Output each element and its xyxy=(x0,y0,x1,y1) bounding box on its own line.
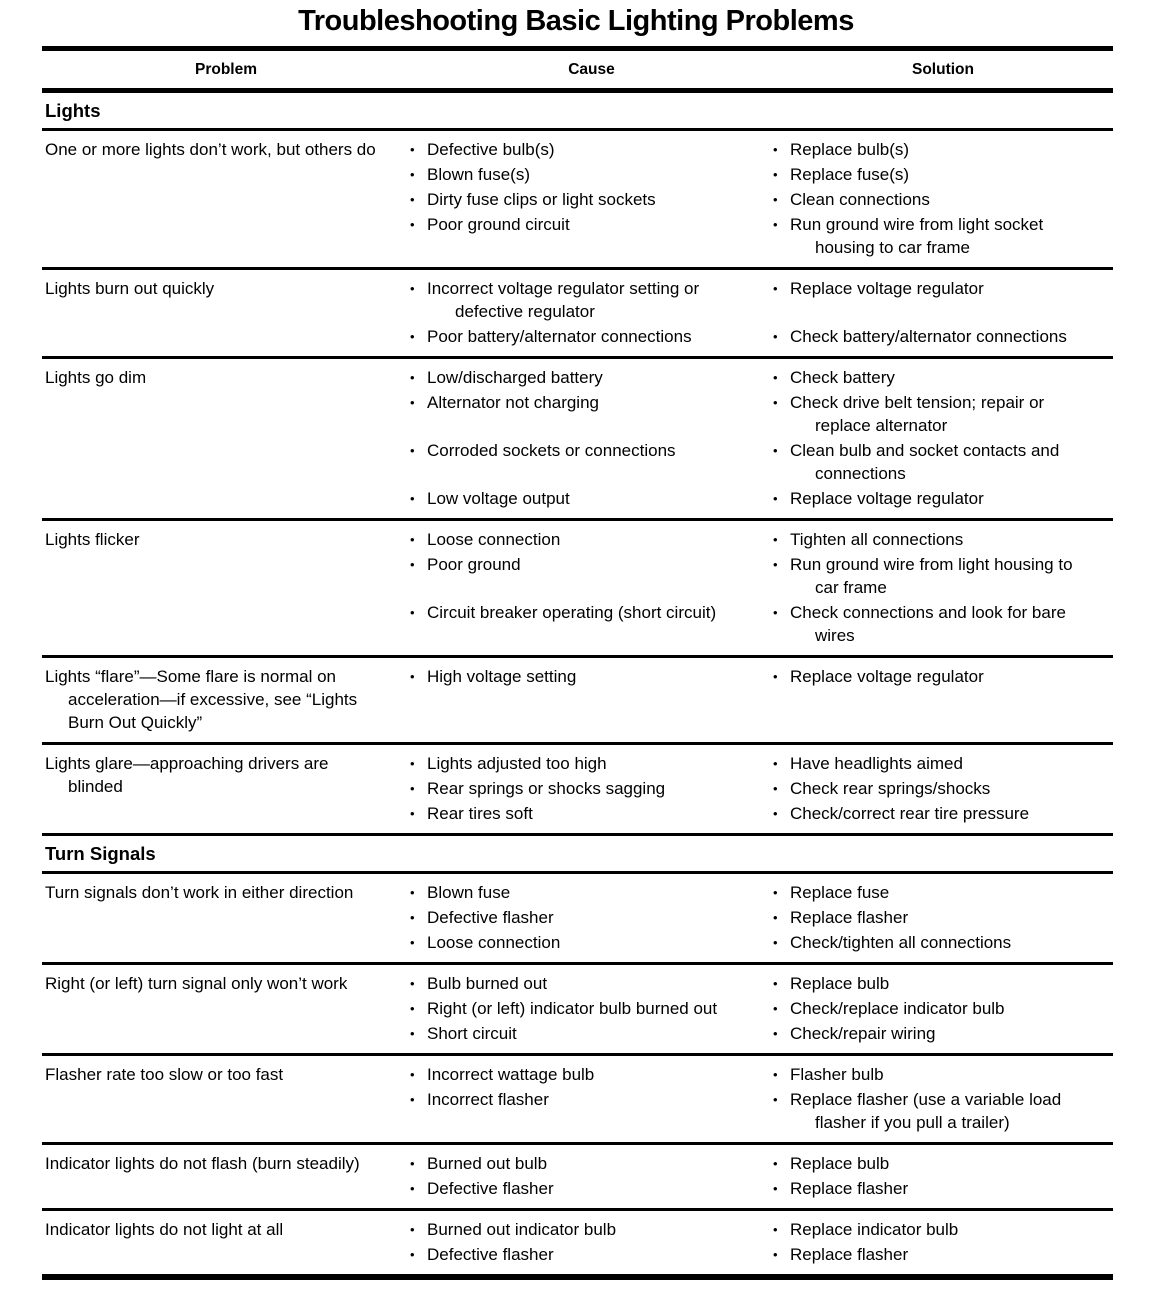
cause-cell xyxy=(410,138,773,161)
cause-solution-pairs xyxy=(410,528,1113,647)
cause-cell xyxy=(410,277,773,323)
cause-text: Blown fuse(s) xyxy=(427,165,530,184)
cause-solution-pair xyxy=(410,601,1113,647)
solution-text: Check battery xyxy=(790,368,895,387)
table-row xyxy=(42,658,1113,745)
bullet-icon: • xyxy=(410,756,415,771)
cause-solution-pair xyxy=(410,1088,1113,1134)
cause-solution-pair xyxy=(410,1063,1113,1086)
problem-cell: Lights burn out quickly xyxy=(45,279,215,298)
cause-text: Incorrect wattage bulb xyxy=(427,1065,595,1084)
cause-cell xyxy=(410,487,773,510)
cause-cell xyxy=(410,366,773,389)
cause-solution-pair xyxy=(410,1243,1113,1266)
cause-solution-pair xyxy=(410,553,1113,599)
bullet-icon: • xyxy=(410,1222,415,1237)
cause-text: Right (or left) indicator bulb burned out xyxy=(427,999,718,1018)
problem-cell: Turn signals don’t work in either direction xyxy=(45,883,354,902)
cause-text: Burned out indicator bulb xyxy=(427,1220,617,1239)
cause-cell xyxy=(410,972,773,995)
solution-cell xyxy=(773,366,1113,389)
solution-cell xyxy=(773,906,1113,929)
bullet-icon: • xyxy=(773,1156,778,1171)
bullet-icon: • xyxy=(410,217,415,232)
solution-cell xyxy=(773,1177,1113,1200)
cause-solution-pair xyxy=(410,213,1113,259)
solution-text: Clean connections xyxy=(790,190,930,209)
solution-cell xyxy=(773,487,1113,510)
cause-cell xyxy=(410,906,773,929)
cause-text: Defective flasher xyxy=(427,1245,554,1264)
cause-solution-pair xyxy=(410,391,1113,437)
cause-solution-pairs xyxy=(410,752,1113,825)
cause-solution-pair xyxy=(410,1152,1113,1175)
cause-solution-pair xyxy=(410,1218,1113,1241)
cause-solution-pairs xyxy=(410,972,1113,1045)
cause-text: Defective flasher xyxy=(427,908,554,927)
solution-text: Check battery/alternator connections xyxy=(790,327,1067,346)
cause-text: Low/discharged battery xyxy=(427,368,603,387)
cause-text: Rear springs or shocks sagging xyxy=(427,779,666,798)
cause-solution-pairs xyxy=(410,1063,1113,1134)
cause-solution-pair xyxy=(410,528,1113,551)
problem-cell: Lights go dim xyxy=(45,368,147,387)
cause-solution-pair xyxy=(410,802,1113,825)
bullet-icon: • xyxy=(410,557,415,572)
bullet-icon: • xyxy=(410,395,415,410)
solution-cell xyxy=(773,665,1113,688)
bullet-icon: • xyxy=(410,781,415,796)
solution-cell xyxy=(773,163,1113,186)
cause-solution-pairs xyxy=(410,1152,1113,1200)
bullet-icon: • xyxy=(410,1026,415,1041)
cause-text: Poor battery/alternator connections xyxy=(427,327,692,346)
cause-cell xyxy=(410,213,773,259)
cause-text: Defective flasher xyxy=(427,1179,554,1198)
cause-cell xyxy=(410,188,773,211)
bullet-icon: • xyxy=(410,532,415,547)
solution-text: Replace flasher xyxy=(790,1245,909,1264)
solution-cell xyxy=(773,277,1113,323)
bullet-icon: • xyxy=(773,142,778,157)
bullet-icon: • xyxy=(410,192,415,207)
cause-solution-pairs xyxy=(410,665,1113,734)
solution-text: Check/repair wiring xyxy=(790,1024,936,1043)
table-row xyxy=(42,521,1113,658)
solution-text: Replace voltage regulator xyxy=(790,279,984,298)
cause-cell xyxy=(410,1243,773,1266)
cause-solution-pair xyxy=(410,439,1113,485)
solution-cell xyxy=(773,439,1113,485)
cause-cell xyxy=(410,997,773,1020)
cause-solution-pair xyxy=(410,1022,1113,1045)
solution-text: Replace bulb xyxy=(790,1154,890,1173)
cause-text: Burned out bulb xyxy=(427,1154,548,1173)
bullet-icon: • xyxy=(410,1067,415,1082)
cause-text: Poor ground circuit xyxy=(427,215,570,234)
bullet-icon: • xyxy=(410,1181,415,1196)
solution-text: Clean bulb and socket contacts and connections xyxy=(790,441,1060,483)
solution-text: Replace fuse xyxy=(790,883,890,902)
solution-text: Flasher bulb xyxy=(790,1065,884,1084)
bullet-icon: • xyxy=(410,1247,415,1262)
solution-cell xyxy=(773,997,1113,1020)
bullet-icon: • xyxy=(410,1001,415,1016)
page-title: Troubleshooting Basic Lighting Problems xyxy=(298,5,854,37)
cause-text: Rear tires soft xyxy=(427,804,533,823)
cause-cell xyxy=(410,325,773,348)
cause-cell xyxy=(410,1177,773,1200)
solution-text: Check drive belt tension; repair or replace alternator xyxy=(790,393,1045,435)
cause-solution-pair xyxy=(410,997,1113,1020)
section-header-label: Lights xyxy=(45,100,101,121)
bullet-icon: • xyxy=(410,491,415,506)
bullet-icon: • xyxy=(410,329,415,344)
bullet-icon: • xyxy=(410,605,415,620)
cause-text: Short circuit xyxy=(427,1024,517,1043)
solution-text: Replace flasher xyxy=(790,1179,909,1198)
cause-text: Poor ground xyxy=(427,555,521,574)
cause-solution-pair xyxy=(410,487,1113,510)
cause-text: Blown fuse xyxy=(427,883,511,902)
solution-text: Tighten all connections xyxy=(790,530,964,549)
problem-cell: Lights glare—approaching drivers are blinded xyxy=(45,754,329,796)
troubleshooting-table xyxy=(42,46,1113,1280)
solution-text: Replace flasher xyxy=(790,908,909,927)
solution-text: Have headlights aimed xyxy=(790,754,963,773)
cause-cell xyxy=(410,752,773,775)
cause-solution-pair xyxy=(410,752,1113,775)
bullet-icon: • xyxy=(773,167,778,182)
solution-cell xyxy=(773,881,1113,904)
solution-text: Replace voltage regulator xyxy=(790,489,984,508)
bullet-icon: • xyxy=(773,443,778,458)
cause-cell xyxy=(410,391,773,437)
table-row xyxy=(42,1211,1113,1274)
cause-solution-pair xyxy=(410,1177,1113,1200)
table-header-row xyxy=(42,46,1113,93)
cause-solution-pair xyxy=(410,325,1113,348)
cause-solution-pair xyxy=(410,277,1113,323)
cause-text: Defective bulb(s) xyxy=(427,140,555,159)
cause-cell xyxy=(410,601,773,647)
solution-cell xyxy=(773,1218,1113,1241)
problem-cell: Indicator lights do not flash (burn steadily) xyxy=(45,1154,360,1173)
cause-solution-pair xyxy=(410,777,1113,800)
bullet-icon: • xyxy=(410,142,415,157)
solution-text: Replace flasher (use a variable load flasher if you pull a trailer) xyxy=(790,1090,1062,1132)
bullet-icon: • xyxy=(773,910,778,925)
cause-cell xyxy=(410,1022,773,1045)
cause-solution-pair xyxy=(410,163,1113,186)
bullet-icon: • xyxy=(773,1181,778,1196)
cause-text: Alternator not charging xyxy=(427,393,599,412)
bullet-icon: • xyxy=(410,443,415,458)
bullet-icon: • xyxy=(773,395,778,410)
solution-text: Check/correct rear tire pressure xyxy=(790,804,1030,823)
cause-text: Lights adjusted too high xyxy=(427,754,607,773)
table-row xyxy=(42,965,1113,1056)
solution-cell xyxy=(773,802,1113,825)
bullet-icon: • xyxy=(773,281,778,296)
bullet-icon: • xyxy=(773,329,778,344)
problem-cell: One or more lights don’t work, but others do xyxy=(45,140,376,159)
bullet-icon: • xyxy=(773,756,778,771)
cause-text: Loose connection xyxy=(427,933,561,952)
bullet-icon: • xyxy=(410,935,415,950)
solution-cell xyxy=(773,972,1113,995)
solution-text: Check rear springs/shocks xyxy=(790,779,991,798)
column-header-cause: Cause xyxy=(568,61,615,78)
solution-cell xyxy=(773,391,1113,437)
solution-cell xyxy=(773,325,1113,348)
cause-text: Bulb burned out xyxy=(427,974,548,993)
bullet-icon: • xyxy=(410,370,415,385)
bullet-icon: • xyxy=(773,781,778,796)
solution-text: Replace voltage regulator xyxy=(790,667,984,686)
bullet-icon: • xyxy=(410,281,415,296)
cause-cell xyxy=(410,1088,773,1134)
table-body xyxy=(42,93,1113,1274)
solution-text: Check connections and look for bare wires xyxy=(790,603,1066,645)
bullet-icon: • xyxy=(773,1092,778,1107)
cause-cell xyxy=(410,777,773,800)
solution-text: Run ground wire from light housing to car frame xyxy=(790,555,1073,597)
table-row xyxy=(42,874,1113,965)
cause-solution-pairs xyxy=(410,1218,1113,1266)
cause-cell xyxy=(410,528,773,551)
cause-text: Low voltage output xyxy=(427,489,570,508)
bullet-icon: • xyxy=(773,885,778,900)
solution-cell xyxy=(773,213,1113,259)
bullet-icon: • xyxy=(773,1222,778,1237)
cause-cell xyxy=(410,881,773,904)
bullet-icon: • xyxy=(773,1247,778,1262)
table-row xyxy=(42,745,1113,836)
solution-cell xyxy=(773,931,1113,954)
cause-solution-pairs xyxy=(410,881,1113,954)
bullet-icon: • xyxy=(410,1092,415,1107)
cause-cell xyxy=(410,931,773,954)
problem-cell: Lights “flare”—Some flare is normal on acceleration—if excessive, see “Lights Burn Out Quickly” xyxy=(45,667,358,732)
solution-text: Replace fuse(s) xyxy=(790,165,910,184)
table-row xyxy=(42,359,1113,521)
bullet-icon: • xyxy=(773,1067,778,1082)
cause-solution-pairs xyxy=(410,138,1113,259)
section-header xyxy=(42,93,1113,131)
cause-cell xyxy=(410,163,773,186)
cause-solution-pair xyxy=(410,972,1113,995)
bullet-icon: • xyxy=(773,806,778,821)
bullet-icon: • xyxy=(773,1026,778,1041)
solution-cell xyxy=(773,1063,1113,1086)
cause-cell xyxy=(410,1218,773,1241)
solution-cell xyxy=(773,1152,1113,1175)
problem-cell: Flasher rate too slow or too fast xyxy=(45,1065,284,1084)
bullet-icon: • xyxy=(410,1156,415,1171)
solution-text: Check/tighten all connections xyxy=(790,933,1012,952)
cause-solution-pair xyxy=(410,188,1113,211)
problem-cell: Right (or left) turn signal only won’t work xyxy=(45,974,348,993)
problem-cell: Lights flicker xyxy=(45,530,140,549)
bullet-icon: • xyxy=(773,217,778,232)
bullet-icon: • xyxy=(773,669,778,684)
cause-text: Circuit breaker operating (short circuit) xyxy=(427,603,717,622)
cause-solution-pair xyxy=(410,366,1113,389)
cause-text: Dirty fuse clips or light sockets xyxy=(427,190,656,209)
cause-text: Incorrect flasher xyxy=(427,1090,549,1109)
table-row xyxy=(42,1145,1113,1211)
bullet-icon: • xyxy=(773,976,778,991)
cause-cell xyxy=(410,439,773,485)
solution-cell xyxy=(773,777,1113,800)
cause-solution-pairs xyxy=(410,277,1113,348)
table-row xyxy=(42,1056,1113,1145)
bullet-icon: • xyxy=(773,532,778,547)
section-header-label: Turn Signals xyxy=(45,843,156,864)
cause-solution-pair xyxy=(410,138,1113,161)
cause-text: Corroded sockets or connections xyxy=(427,441,676,460)
bullet-icon: • xyxy=(773,192,778,207)
bullet-icon: • xyxy=(773,935,778,950)
cause-solution-pair xyxy=(410,931,1113,954)
cause-solution-pair xyxy=(410,906,1113,929)
solution-text: Replace indicator bulb xyxy=(790,1220,959,1239)
cause-cell xyxy=(410,665,773,688)
cause-cell xyxy=(410,553,773,599)
cause-solution-pair xyxy=(410,881,1113,904)
solution-cell xyxy=(773,188,1113,211)
solution-cell xyxy=(773,138,1113,161)
solution-text: Run ground wire from light socket housing to car frame xyxy=(790,215,1044,257)
solution-cell xyxy=(773,601,1113,647)
bullet-icon: • xyxy=(773,1001,778,1016)
bullet-icon: • xyxy=(410,167,415,182)
problem-cell: Indicator lights do not light at all xyxy=(45,1220,284,1239)
cause-text: Incorrect voltage regulator setting or defective regulator xyxy=(427,279,700,321)
bullet-icon: • xyxy=(773,491,778,506)
solution-cell xyxy=(773,553,1113,599)
solution-cell xyxy=(773,752,1113,775)
cause-text: High voltage setting xyxy=(427,667,577,686)
bullet-icon: • xyxy=(410,976,415,991)
column-header-problem: Problem xyxy=(194,61,257,78)
table-row xyxy=(42,131,1113,270)
table-row xyxy=(42,270,1113,359)
column-header-solution: Solution xyxy=(912,61,974,78)
bullet-icon: • xyxy=(410,806,415,821)
cause-text: Loose connection xyxy=(427,530,561,549)
solution-cell xyxy=(773,528,1113,551)
bullet-icon: • xyxy=(773,370,778,385)
cause-cell xyxy=(410,802,773,825)
section-header xyxy=(42,836,1113,874)
solution-cell xyxy=(773,1243,1113,1266)
bullet-icon: • xyxy=(773,605,778,620)
cause-cell xyxy=(410,1063,773,1086)
cause-solution-pair xyxy=(410,665,1113,688)
solution-text: Check/replace indicator bulb xyxy=(790,999,1005,1018)
solution-text: Replace bulb(s) xyxy=(790,140,910,159)
cause-solution-pairs xyxy=(410,366,1113,510)
bullet-icon: • xyxy=(410,669,415,684)
solution-text: Replace bulb xyxy=(790,974,890,993)
bullet-icon: • xyxy=(410,885,415,900)
bullet-icon: • xyxy=(410,910,415,925)
cause-cell xyxy=(410,1152,773,1175)
solution-cell xyxy=(773,1088,1113,1134)
solution-cell xyxy=(773,1022,1113,1045)
bullet-icon: • xyxy=(773,557,778,572)
